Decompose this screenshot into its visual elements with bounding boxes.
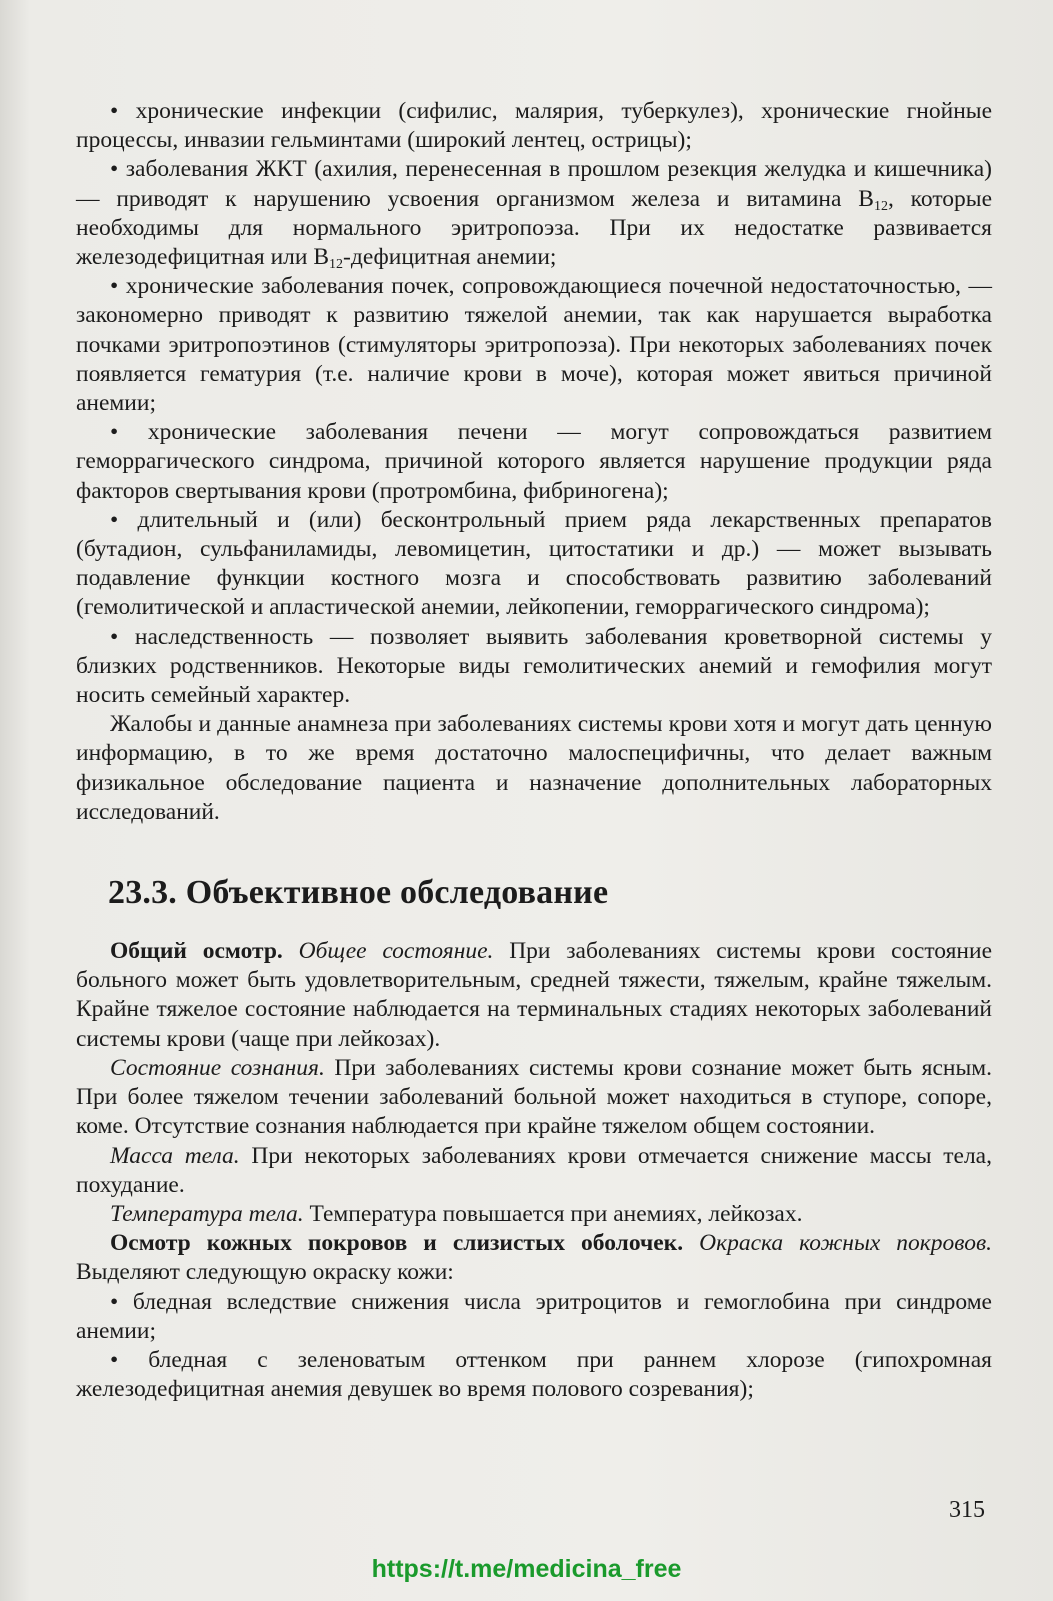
paragraph-kidney-diseases: • хронические заболевания почек, сопровождающиеся почечной недостаточностью, — закономерно приводят к развитию тяжелой анемии, так как нарушается выработка почками эритропоэтинов (стимуляторы эритропоэза). При некоторых заболеваниях почек появляется гематурия (т.е. наличие крови в моче), которая может явиться причиной анемии; bbox=[76, 273, 992, 417]
footer-link[interactable]: https://t.me/medicina_free bbox=[371, 1555, 682, 1583]
paragraph-pale-skin: • бледная вследствие снижения числа эритроцитов и гемоглобина при синдроме анемии; bbox=[76, 1288, 992, 1344]
paragraph-consciousness bbox=[76, 1054, 992, 1142]
text-segment: Температура повышается при анемиях, лейкозах. bbox=[303, 1200, 803, 1227]
text-segment: При заболеваниях системы крови сознание может быть ясным. При более тяжелом течении заболеваний больной может находиться в ступоре, сопоре, коме. Отсутствие сознания наблюдается при крайне тяжелом общем состоянии. bbox=[76, 1054, 992, 1140]
paragraph-infections: • хронические инфекции (сифилис, малярия, туберкулез), хронические гнойные процессы, инвазии гельминтами (широкий лентец, острицы); bbox=[76, 98, 992, 154]
paragraph-gi-diseases bbox=[76, 155, 992, 272]
text-segment: , которые необходимы для нормального эритропоэза. При их недостатке развивается железодефицитная или В bbox=[76, 185, 993, 271]
italic-label: Температура тела. bbox=[110, 1200, 304, 1227]
paragraph-skin-exam bbox=[76, 1229, 992, 1287]
paragraph-heredity: • наследственность — позволяет выявить заболевания кроветворной системы у близких родственников. Некоторые виды гемолитических анемий и гемофилия могут носить семейный характер. bbox=[76, 623, 992, 709]
text-segment: Выделяют следующую окраску кожи: bbox=[76, 1259, 454, 1286]
italic-label: Окраска кожных покровов. bbox=[699, 1230, 993, 1257]
text-segment: При заболеваниях системы крови состояние больного может быть удовлетворительным, средней тяжести, тяжелым, крайне тяжелым. Крайне тяжелое состояние наблюдается на терминальных стадиях некоторых заболеваний системы крови (чаще при лейкозах). bbox=[76, 938, 992, 1052]
italic-label: Масса тела. bbox=[110, 1142, 240, 1169]
paragraph-summary: Жалобы и данные анамнеза при заболеваниях системы крови хотя и могут дать ценную информацию, в то же время достаточно малоспецифичны, что делает важным физикальное обследование пациента и назначение дополнительных лабораторных исследований. bbox=[76, 711, 992, 825]
subscript: 12 bbox=[329, 257, 344, 273]
section-heading: 23.3. Объективное обследование bbox=[108, 874, 609, 912]
subscript: 12 bbox=[873, 198, 888, 214]
bold-label: Общий осмотр. bbox=[110, 938, 283, 965]
text-segment: • заболевания ЖКТ (ахилия, перенесенная в прошлом резекция желудка и кишечника) — приводят к нарушению усвоения организмом железа и витамина В bbox=[76, 156, 992, 212]
text-column bbox=[76, 97, 992, 1404]
paragraph-liver-diseases: • хронические заболевания печени — могут сопровождаться развитием геморрагического синдрома, причиной которого является нарушение продукции ряда факторов свертывания крови (протромбина, фибриногена); bbox=[76, 419, 992, 504]
paragraph-general-exam bbox=[76, 937, 992, 1054]
italic-label: Состояние сознания. bbox=[110, 1054, 325, 1081]
text-segment: -дефицитная анемии; bbox=[343, 244, 557, 271]
paragraph-temperature bbox=[76, 1200, 992, 1229]
text-segment: При некоторых заболеваниях крови отмечается снижение массы тела, похудание. bbox=[76, 1142, 992, 1198]
paragraph-chlorosis: • бледная с зеленоватым оттенком при раннем хлорозе (гипохромная железодефицитная анемия девушек во время полового созревания); bbox=[76, 1346, 992, 1403]
page-number: 315 bbox=[949, 1497, 985, 1523]
paragraph-medications: • длительный и (или) бесконтрольный прием ряда лекарственных препаратов (бутадион, сульфаниламиды, левомицетин, цитостатики и др.) — может вызывать подавление функции костного мозга и способствовать развитию заболеваний (гемолитической и апластической анемии, лейкопении, геморрагического синдрома); bbox=[76, 506, 992, 621]
bold-label: Осмотр кожных покровов и слизистых оболочек. bbox=[110, 1230, 684, 1257]
paragraph-body-mass bbox=[76, 1142, 992, 1200]
italic-label: Общее состояние. bbox=[298, 938, 494, 965]
